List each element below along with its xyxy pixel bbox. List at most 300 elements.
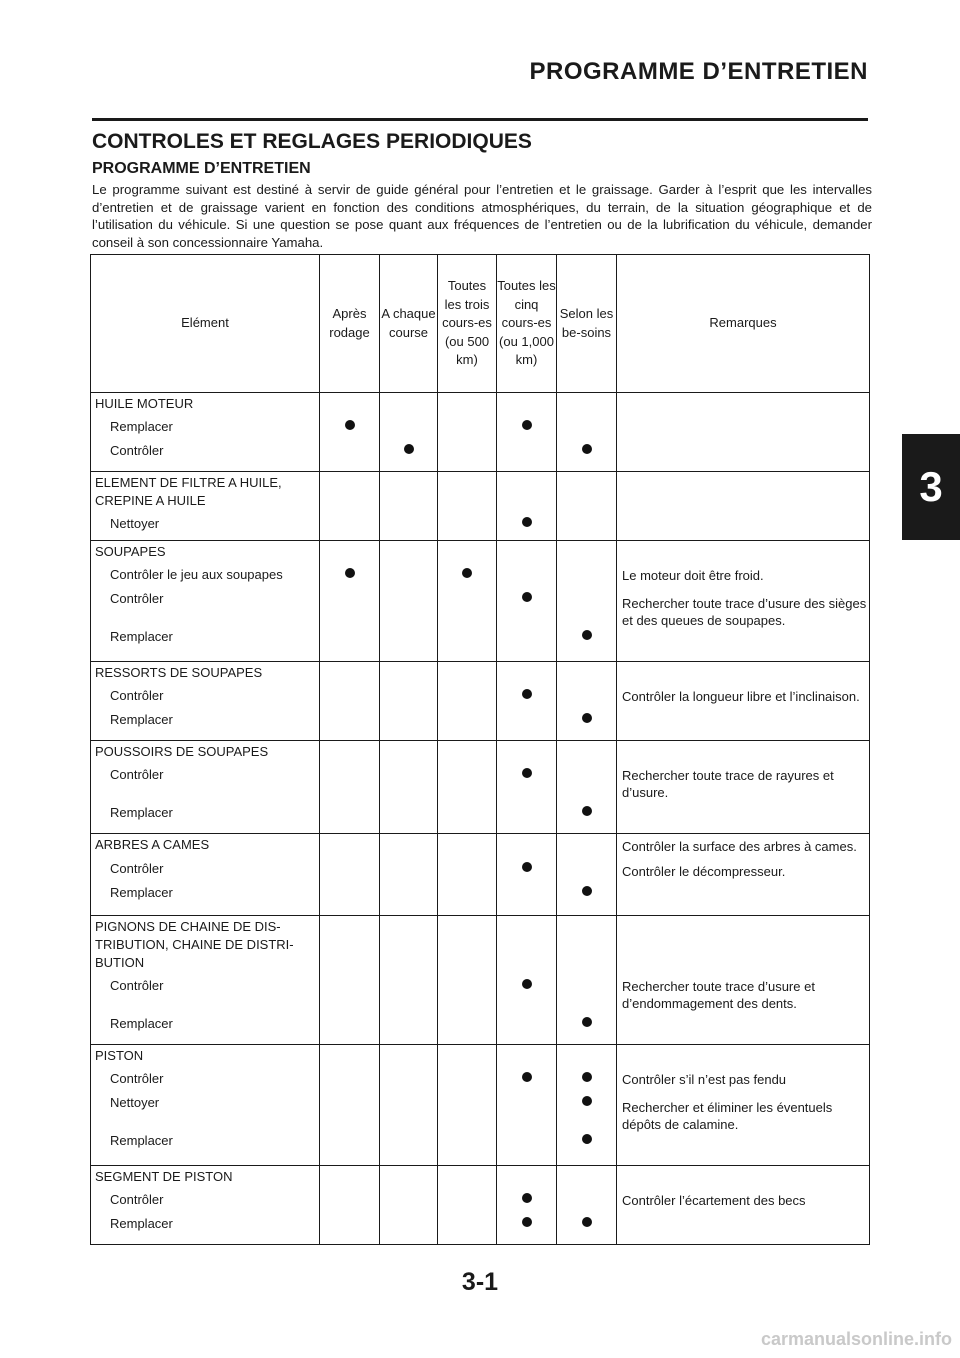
item-remark: Rechercher toute trace d’usure et d’endommagement des dents. [622,979,815,1011]
title-spacer [557,916,616,974]
interval-cell [320,741,380,834]
mark-slot [497,587,556,625]
interval-cell [380,1166,438,1245]
title-spacer [617,741,869,763]
bullet-mark-icon [522,420,532,430]
mark-slot [497,684,556,708]
mark-slot [557,512,616,536]
table-header-row [91,255,870,393]
mark-slot [380,708,437,732]
mark-slot [497,1129,556,1153]
bullet-mark-icon [462,568,472,578]
table-group-row [91,541,870,662]
title-spacer [617,1166,869,1188]
remarks-cell [617,741,870,834]
title-spacer [320,662,379,684]
item-remark: Rechercher et éliminer les éventuels dépôts de calamine. [622,1100,833,1132]
bullet-mark-icon [582,713,592,723]
title-spacer [380,393,437,415]
title-spacer [320,741,379,763]
mark-slot [380,439,437,463]
col-header-after-break-in: Après rodage [320,255,380,393]
item-remark [617,443,869,471]
mark-slot [438,439,496,463]
mark-slot [438,1091,496,1129]
bullet-mark-icon [582,630,592,640]
title-spacer [320,393,379,415]
title-spacer [497,916,556,974]
mark-slot [438,801,496,825]
element-cell [91,741,320,834]
title-spacer [617,541,869,563]
title-spacer [557,834,616,857]
element-cell [91,541,320,662]
mark-slot [557,974,616,1012]
title-spacer [617,662,869,684]
element-cell [91,662,320,741]
mark-slot [557,857,616,881]
bullet-mark-icon [582,1134,592,1144]
interval-cell [438,1166,497,1245]
col-header-every-race: A chaque course [380,255,438,393]
element-item: Contrôler [110,1071,164,1086]
interval-cell [380,1045,438,1166]
mark-slot [497,415,556,439]
bullet-mark-icon [522,1217,532,1227]
element-group-title: ARBRES A CAMES [95,837,210,852]
title-spacer [557,662,616,684]
title-spacer [557,541,616,563]
item-remark: Contrôler la longueur libre et l’inclinaison. [622,689,860,704]
mark-slot [320,415,379,439]
mark-slot [557,708,616,732]
interval-cell [320,834,380,916]
mark-slot [380,684,437,708]
mark-slot [380,512,437,536]
remarks-cell [617,1045,870,1166]
mark-slot [497,512,556,536]
element-group-title: HUILE MOTEUR [95,396,194,411]
mark-slot [320,974,379,1012]
mark-slot [497,1188,556,1212]
mark-slot [438,1188,496,1212]
mark-slot [380,881,437,905]
mark-slot [497,1091,556,1129]
interval-cell [320,1045,380,1166]
title-spacer [380,541,437,563]
interval-cell [320,472,380,541]
title-spacer [438,662,496,684]
mark-slot [497,763,556,801]
interval-cell [557,741,617,834]
mark-slot [497,1067,556,1091]
interval-cell [380,662,438,741]
mark-slot [320,625,379,649]
mark-slot [557,439,616,463]
mark-slot [557,1212,616,1236]
element-group-title: PIGNONS DE CHAINE DE DIS- TRIBUTION, CHAINE DE DISTRI- BUTION [95,919,294,970]
remarks-cell [617,393,870,472]
element-item: Nettoyer [110,1095,160,1110]
item-remark [617,1137,869,1165]
mark-slot [380,415,437,439]
intro-paragraph: Le programme suivant est destiné à servir de guide général pour l’entretien et le graissage. Garder à l’esprit que les intervalles d’entretien et de graissage varient en fonction des conditions atmosphériques, du terrain, de la situation géographique et de l’utilisation du véhicule. Si une question se pose quant aux fréquences de l’entretien ou de la lubrification du véhicule, demander conseil à son concessionnaire Yamaha. [92,182,872,250]
mark-slot [497,974,556,1012]
col-header-as-needed: Selon les be-soins [557,255,617,393]
interval-cell [497,1166,557,1245]
remarks-cell [617,834,870,916]
mark-slot [438,415,496,439]
title-spacer [617,916,869,974]
mark-slot [557,763,616,801]
mark-slot [557,881,616,905]
title-spacer [438,541,496,563]
interval-cell [557,472,617,541]
interval-cell [497,472,557,541]
mark-slot [557,1129,616,1153]
bullet-mark-icon [582,1072,592,1082]
table-group-row [91,472,870,541]
mark-slot [438,763,496,801]
item-remark [617,1216,869,1244]
title-spacer [320,834,379,857]
bullet-mark-icon [582,444,592,454]
bullet-mark-icon [522,517,532,527]
interval-cell [380,541,438,662]
bullet-mark-icon [522,689,532,699]
watermark: carmanualsonline.info [760,1329,952,1349]
mark-slot [320,1091,379,1129]
mark-slot [497,1212,556,1236]
interval-cell [438,1045,497,1166]
element-item: Remplacer [110,885,173,900]
item-remark: Rechercher toute trace d’usure des sièges et des queues de soupapes. [622,596,867,628]
mark-slot [380,1212,437,1236]
title-spacer [438,741,496,763]
title-spacer [497,472,556,512]
chapter-tab[interactable]: 3 [902,434,960,540]
element-group-title: ELEMENT DE FILTRE A HUILE, CREPINE A HUILE [95,475,282,508]
mark-slot [438,708,496,732]
element-item: Contrôler [110,443,164,458]
table-group-row [91,741,870,834]
title-spacer [438,916,496,974]
section-title: CONTROLES ET REGLAGES PERIODIQUES [92,130,532,153]
mark-slot [380,1067,437,1091]
mark-slot [557,587,616,625]
interval-cell [320,1166,380,1245]
interval-cell [557,834,617,916]
item-remark [617,887,869,915]
interval-cell [380,916,438,1045]
interval-cell [497,662,557,741]
mark-slot [380,1129,437,1153]
element-item: Remplacer [110,1216,173,1231]
item-remark: Le moteur doit être froid. [622,568,764,583]
title-spacer [380,1045,437,1067]
remarks-cell [617,1166,870,1245]
bullet-mark-icon [345,568,355,578]
table-group-row [91,834,870,916]
mark-slot [320,881,379,905]
bullet-mark-icon [522,768,532,778]
interval-cell [438,916,497,1045]
mark-slot [320,763,379,801]
element-item: Contrôler [110,1192,164,1207]
mark-slot [438,1067,496,1091]
interval-cell [557,916,617,1045]
mark-slot [438,684,496,708]
element-item: Remplacer [110,1016,173,1031]
interval-cell [497,741,557,834]
title-spacer [438,1166,496,1188]
interval-cell [320,916,380,1045]
item-remark [617,633,869,661]
interval-cell [557,541,617,662]
col-header-every-five-races: Toutes les cinq cours-es (ou 1,000 km) [497,255,557,393]
bullet-mark-icon [582,1017,592,1027]
maintenance-table [90,254,870,1245]
interval-cell [497,541,557,662]
mark-slot [380,625,437,649]
title-spacer [380,834,437,857]
bullet-mark-icon [404,444,414,454]
mark-slot [497,1012,556,1036]
title-spacer [497,741,556,763]
element-item: Remplacer [110,419,173,434]
table-group-row [91,662,870,741]
mark-slot [320,1012,379,1036]
interval-cell [438,662,497,741]
mark-slot [320,1067,379,1091]
table-group-row [91,1045,870,1166]
interval-cell [497,916,557,1045]
mark-slot [320,512,379,536]
title-spacer [380,472,437,512]
mark-slot [557,1012,616,1036]
interval-cell [438,834,497,916]
mark-slot [380,763,437,801]
element-item: Remplacer [110,629,173,644]
item-remark: Contrôler le décompresseur. [622,864,786,879]
title-spacer [380,916,437,974]
element-item: Contrôler [110,861,164,876]
title-spacer [380,1166,437,1188]
interval-cell [320,393,380,472]
interval-cell [380,834,438,916]
mark-slot [557,801,616,825]
mark-slot [438,563,496,587]
group-remark: Contrôler la surface des arbres à cames. [622,839,857,854]
mark-slot [320,439,379,463]
element-item: Remplacer [110,805,173,820]
mark-slot [438,625,496,649]
title-spacer [557,472,616,512]
interval-cell [438,741,497,834]
mark-slot [438,587,496,625]
title-spacer [497,1045,556,1067]
interval-cell [497,834,557,916]
bullet-mark-icon [522,592,532,602]
mark-slot [320,563,379,587]
title-spacer [497,834,556,857]
interval-cell [380,472,438,541]
mark-slot [320,587,379,625]
mark-slot [438,1012,496,1036]
title-spacer [497,541,556,563]
item-remark [617,415,869,443]
element-cell [91,1166,320,1245]
title-spacer [557,1045,616,1067]
element-item: Contrôler le jeu aux soupapes [110,567,283,582]
element-item: Contrôler [110,978,164,993]
title-spacer [320,1045,379,1067]
mark-slot [438,1212,496,1236]
element-cell [91,1045,320,1166]
mark-slot [497,439,556,463]
mark-slot [320,801,379,825]
remarks-cell [617,541,870,662]
col-header-remarks: Remarques [617,255,870,393]
mark-slot [497,563,556,587]
bullet-mark-icon [522,979,532,989]
element-group-title: POUSSOIRS DE SOUPAPES [95,744,269,759]
item-remark [617,512,869,540]
mark-slot [320,857,379,881]
mark-slot [320,1188,379,1212]
interval-cell [438,541,497,662]
interval-cell [557,1045,617,1166]
bullet-mark-icon [582,1217,592,1227]
interval-cell [380,741,438,834]
mark-slot [557,1067,616,1091]
mark-slot [380,974,437,1012]
sub-title: PROGRAMME D’ENTRETIEN [92,160,311,177]
title-spacer [438,472,496,512]
mark-slot [380,1188,437,1212]
table-group-row [91,393,870,472]
element-cell [91,472,320,541]
element-item: Remplacer [110,712,173,727]
interval-cell [497,393,557,472]
element-item: Contrôler [110,591,164,606]
mark-slot [438,974,496,1012]
interval-cell [557,393,617,472]
item-remark: Contrôler l’écartement des becs [622,1193,806,1208]
bullet-mark-icon [522,1193,532,1203]
mark-slot [497,857,556,881]
bullet-mark-icon [522,862,532,872]
element-group-title: PISTON [95,1048,144,1063]
title-spacer [557,393,616,415]
mark-slot [497,801,556,825]
element-item: Nettoyer [110,516,160,531]
table-group-row [91,916,870,1045]
title-spacer [380,741,437,763]
title-spacer [497,662,556,684]
item-remark [617,805,869,833]
remarks-cell [617,916,870,1045]
element-group-title: SOUPAPES [95,544,166,559]
title-spacer [320,916,379,974]
mark-slot [380,857,437,881]
mark-slot [380,1091,437,1129]
bullet-mark-icon [582,1096,592,1106]
title-spacer [617,1045,869,1067]
element-group-title: SEGMENT DE PISTON [95,1169,233,1184]
element-item: Contrôler [110,767,164,782]
interval-cell [557,1166,617,1245]
header-rule [92,118,868,121]
mark-slot [438,881,496,905]
interval-cell [438,393,497,472]
title-spacer [557,741,616,763]
title-spacer [438,1045,496,1067]
mark-slot [557,1091,616,1129]
mark-slot [497,881,556,905]
mark-slot [557,563,616,587]
title-spacer [438,834,496,857]
element-group-title: RESSORTS DE SOUPAPES [95,665,263,680]
col-header-element: Elément [91,255,320,393]
bullet-mark-icon [582,806,592,816]
element-cell [91,916,320,1045]
element-item: Contrôler [110,688,164,703]
item-remark: Rechercher toute trace de rayures et d’usure. [622,768,834,800]
title-spacer [438,393,496,415]
bullet-mark-icon [582,886,592,896]
page-number: 3-1 [461,1268,499,1296]
mark-slot [438,512,496,536]
mark-slot [557,1188,616,1212]
interval-cell [320,541,380,662]
interval-cell [438,472,497,541]
title-spacer [617,393,869,415]
item-remark [617,1016,869,1044]
mark-slot [380,801,437,825]
mark-slot [320,1212,379,1236]
remarks-cell [617,472,870,541]
title-spacer [557,1166,616,1188]
title-spacer [320,1166,379,1188]
item-remark: Contrôler s’il n’est pas fendu [622,1072,787,1087]
mark-slot [557,625,616,649]
col-header-every-three-races: Toutes les trois cours-es (ou 500 km) [438,255,497,393]
title-spacer [497,393,556,415]
element-cell [91,834,320,916]
page-header-title: PROGRAMME D’ENTRETIEN [529,58,868,85]
title-spacer [320,541,379,563]
interval-cell [497,1045,557,1166]
mark-slot [380,587,437,625]
remarks-cell [617,662,870,741]
element-item: Remplacer [110,1133,173,1148]
mark-slot [557,684,616,708]
title-spacer [380,662,437,684]
mark-slot [497,708,556,732]
title-spacer [617,472,869,512]
mark-slot [320,1129,379,1153]
mark-slot [380,563,437,587]
table-group-row [91,1166,870,1245]
title-spacer [497,1166,556,1188]
interval-cell [380,393,438,472]
mark-slot [320,708,379,732]
mark-slot [380,1012,437,1036]
title-spacer [320,472,379,512]
bullet-mark-icon [522,1072,532,1082]
interval-cell [557,662,617,741]
